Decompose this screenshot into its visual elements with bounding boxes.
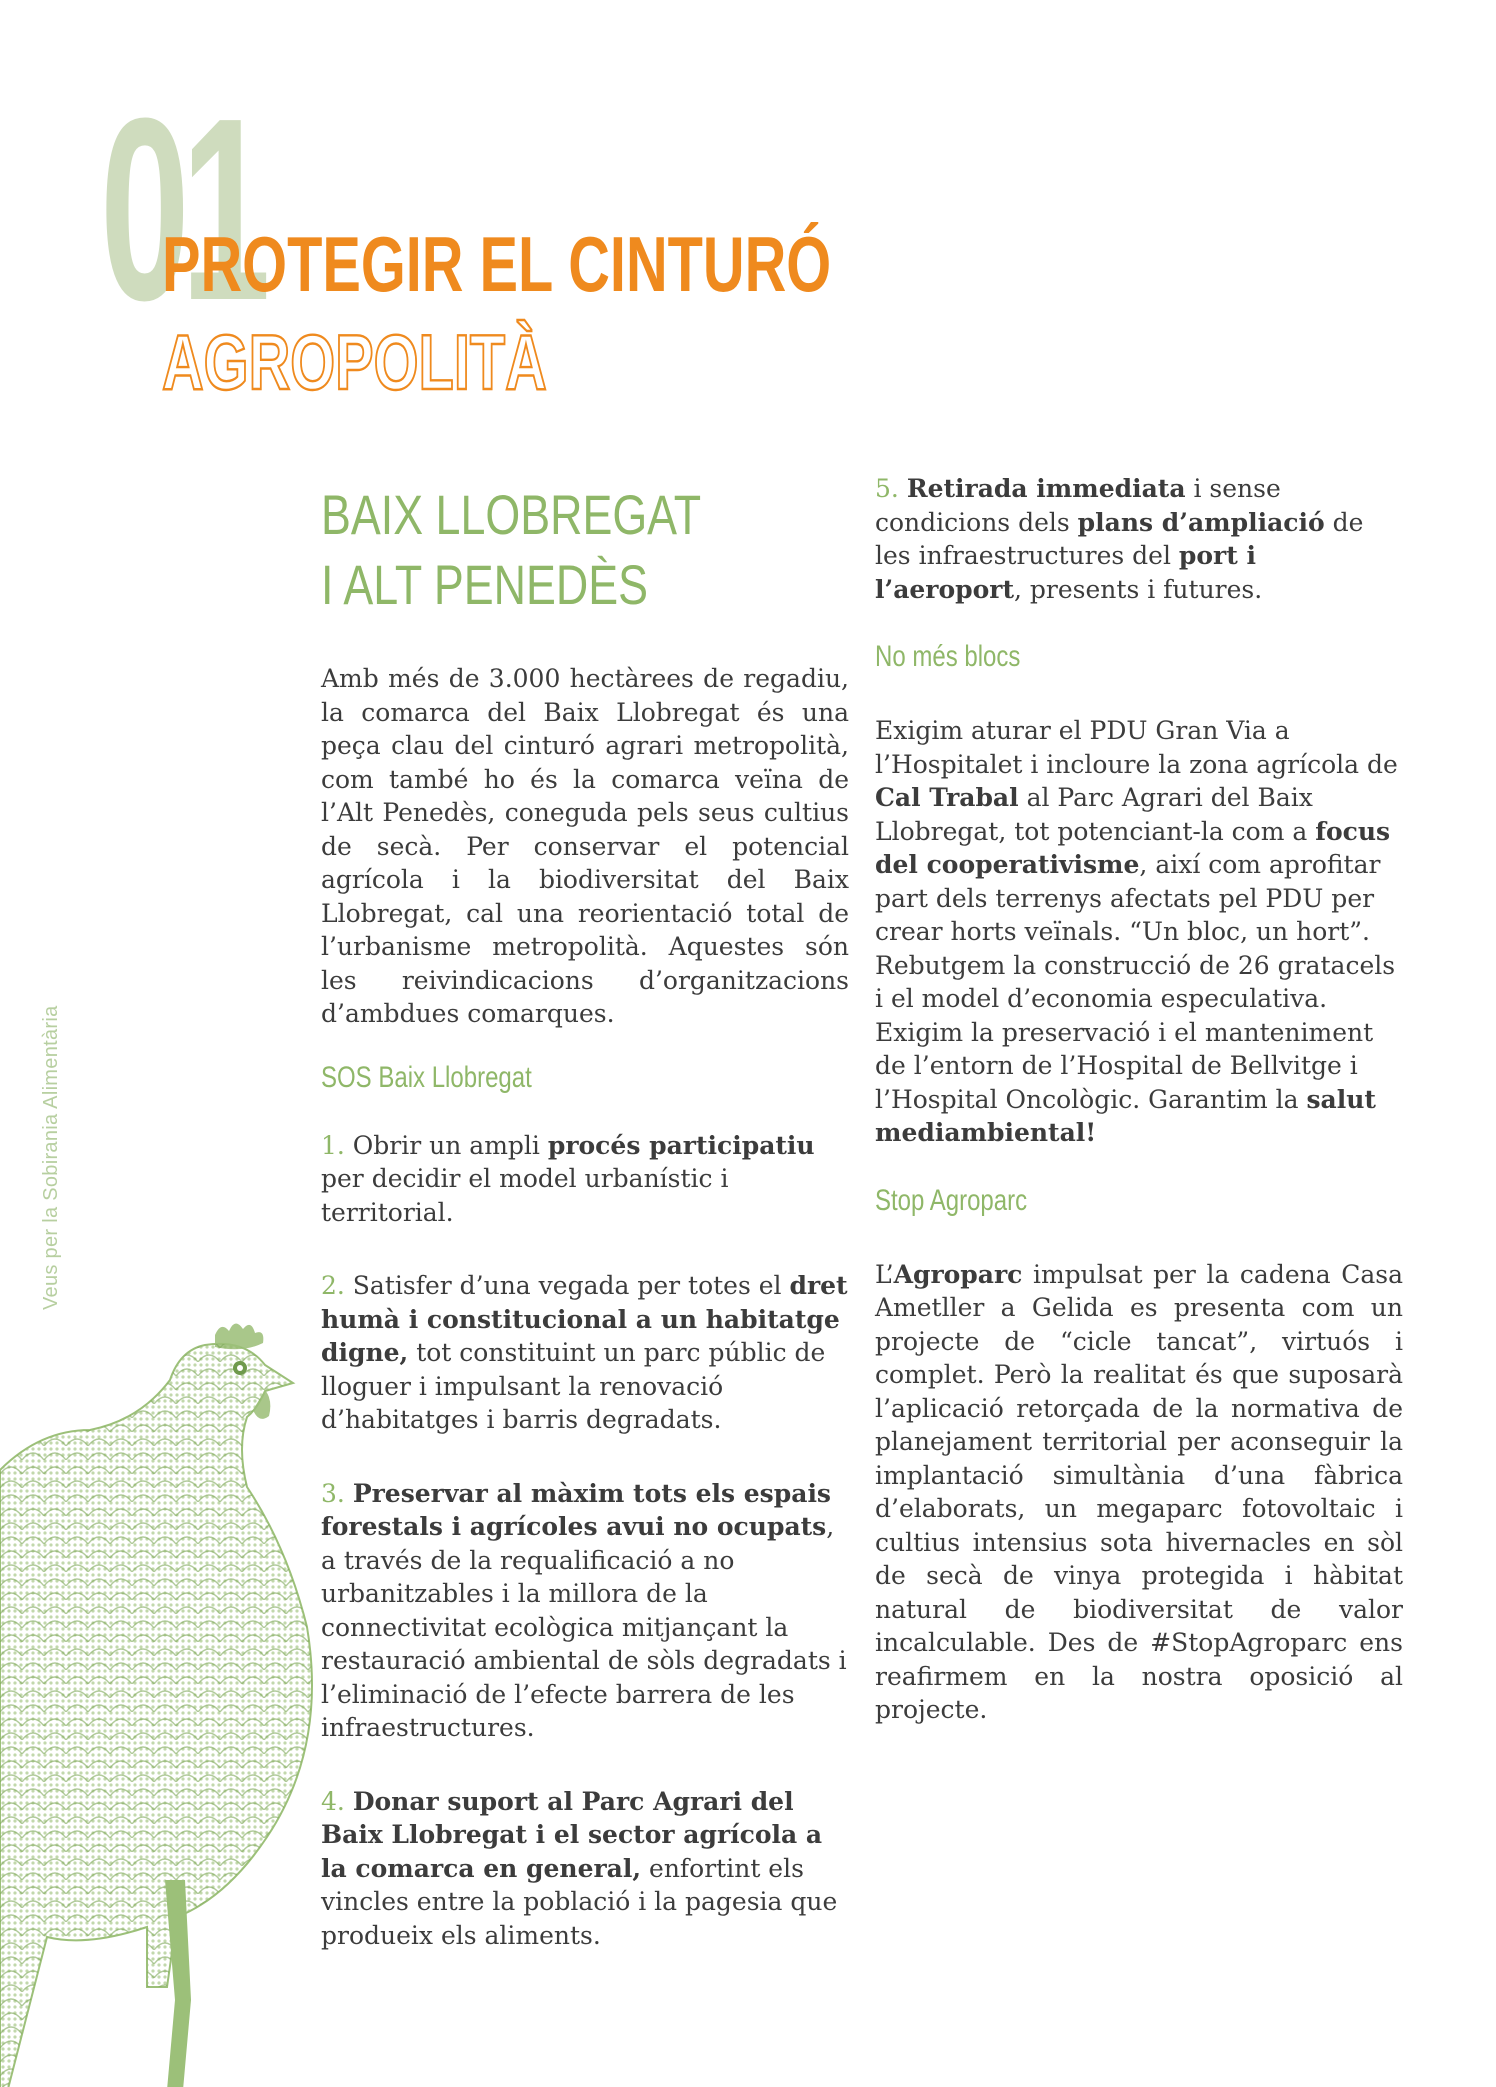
right-column — [875, 472, 1403, 1727]
list-item: 5. Retirada immediata i sense condicions dels plans d’ampliació de les infraestructures del port i l’aeroport, presents i futures. — [875, 474, 1364, 604]
left-column — [321, 480, 849, 1952]
list-item: 1. Obrir un ampli procés participatiu per decidir el model urbanístic i territorial. — [321, 1130, 815, 1227]
subheading-stop-agroparc: Stop Agroparc — [875, 1183, 1028, 1217]
subheading-no-mes-blocs: No més blocs — [875, 640, 1021, 673]
no-mes-blocs-paragraph: Exigim aturar el PDU Gran Via a l’Hospitalet i incloure la zona agrícola de Cal Trabal al Parc Agrari del Baix Llobregat, tot potenciant-la com a focus del cooperativisme, així com aprofitar part dels terrenys afectats pel PDU per crear horts veïnals. “Un bloc, un hort”. Rebutgem la construcció de 26 gratacels i el model d’economia especulativa. Exigim la preservació i el manteniment de l’entorn de l’Hospital de Bellvitge i l’Hospital Oncològic. Garantim la salut mediambiental! — [875, 716, 1398, 1147]
page-title-line1: PROTEGIR EL CINTURÓ — [162, 220, 832, 308]
section-title: BAIX LLOBREGAT I ALT PENEDÈS — [321, 483, 702, 616]
hen-illustration — [0, 1320, 320, 2087]
stop-agroparc-paragraph: L’Agroparc impulsat per la cadena Casa Ametller a Gelida es presenta com un projecte de “cicle tancat”, virtuós i complet. Però la realitat és que suposarà l’aplicació retorçada de la normativa de planejament territorial per aconseguir la implantació simultània d’una fàbrica d’elaborats, un megaparc fotovoltaic i cultius intensius sota hivernacles en sòl de secà de vinya protegida i hàbitat natural de biodiversitat de valor incalculable. Des de #StopAgroparc ens reafirmem en la nostra oposició al projecte. — [875, 1259, 1403, 1724]
page-title-line2: AGROPOLITÀ — [162, 318, 547, 406]
list-item: 3. Preservar al màxim tots els espais forestals i agrícoles avui no ocupats, a través de la requalificació a no urbanitzables i la millora de la connectivitat ecològica mitjançant la restauració ambiental de sòls degradats i l’eliminació de l’efecte barrera de les infraestructures. — [321, 1478, 847, 1742]
subheading-sos: SOS Baix Llobregat — [321, 1060, 532, 1094]
list-item: 2. Satisfer d’una vegada per totes el dret humà i constitucional a un habitatge digne, tot constituint un parc públic de lloguer i impulsant la renovació d’habitatges i barris degradats. — [321, 1271, 848, 1434]
intro-paragraph: Amb més de 3.000 hectàrees de regadiu, la comarca del Baix Llobregat és una peça clau del cinturó agrari metropolità, com també ho és la comarca veïna de l’Alt Penedès, coneguda pels seus cultius de secà. Per conservar el potencial agrícola i la biodiversitat del Baix Llobregat, cal una reorientació total de l’urbanisme metropolità. Aquestes són les reivindicacions d’organitzacions d’ambdues comarques. — [321, 664, 849, 1028]
chapter-number: 01 — [100, 65, 262, 355]
side-label: Veus per la Sobirania Alimentària — [40, 1005, 62, 1310]
list-item: 4. Donar suport al Parc Agrari del Baix Llobregat i el sector agrícola a la comarca en general, enfortint els vincles entre la població i la pagesia que produeix els aliments. — [321, 1786, 838, 1950]
